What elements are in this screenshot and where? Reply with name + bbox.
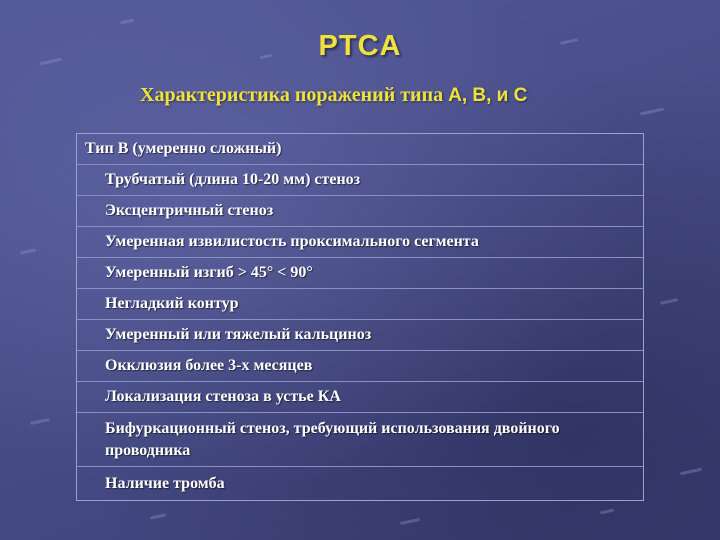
- subtitle-types: A, B, и C: [448, 85, 528, 106]
- table-row: Локализация стеноза в устье КА: [77, 382, 643, 413]
- lesion-characteristics-table: [76, 133, 644, 501]
- subtitle-text: Характеристика поражений типа: [140, 84, 444, 106]
- table-row: Негладкий контур: [77, 289, 643, 320]
- table-row: Бифуркационный стеноз, требующий использования двойного проводника: [77, 413, 643, 467]
- table-row: Трубчатый (длина 10-20 мм) стеноз: [77, 165, 643, 196]
- slide-title: PTCA: [318, 30, 402, 62]
- table-header: Тип В (умеренно сложный): [77, 134, 643, 165]
- table-row: Умеренная извилистость проксимального сегмента: [77, 227, 643, 258]
- table-row: Окклюзия более 3-х месяцев: [77, 351, 643, 382]
- table-row: Наличие тромба: [105, 474, 225, 492]
- slide-subtitle: [140, 84, 700, 107]
- table-row: Эксцентричный стеноз: [77, 196, 643, 227]
- table-row: Умеренный изгиб > 45° < 90°: [77, 258, 643, 289]
- table-row: Умеренный или тяжелый кальциноз: [77, 320, 643, 351]
